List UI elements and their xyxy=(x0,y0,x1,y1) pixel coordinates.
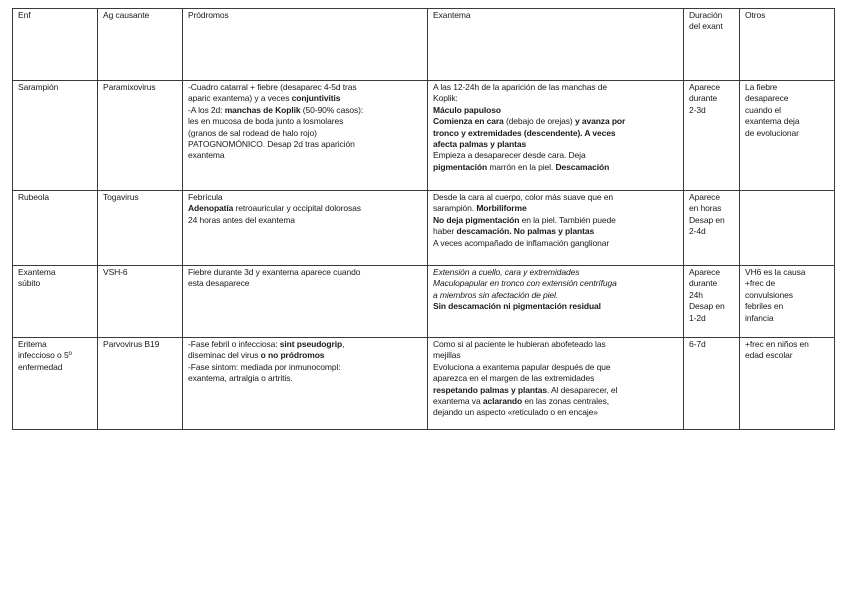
cell-line xyxy=(433,290,679,301)
bold-text: aclarando xyxy=(482,396,523,407)
text-segment: PATOGNOMÓNICO. Desap 2d tras aparición xyxy=(188,139,355,150)
cell-line xyxy=(433,215,679,226)
cell-line xyxy=(433,139,679,150)
text-segment: dejando un aspecto «reticulado o en encaje» xyxy=(433,407,598,418)
text-segment: en la piel. También puede xyxy=(519,214,616,225)
cell-line xyxy=(188,116,423,127)
header-duracion xyxy=(684,9,740,81)
text-segment: sarampión. xyxy=(433,203,477,214)
table-row xyxy=(13,81,835,191)
text-segment: -Cuadro catarral + fiebre (desaparec 4-5d tras xyxy=(188,82,357,92)
cell-line: Togavirus xyxy=(103,192,139,202)
cell-line xyxy=(433,362,679,373)
table-row xyxy=(13,266,835,338)
text-segment: Desde la cara al cuerpo, color más suave que en xyxy=(433,192,614,202)
cell-exantema xyxy=(428,266,684,338)
bold-text: Adenopatía xyxy=(188,203,234,214)
cell-line xyxy=(188,339,423,350)
cell-line xyxy=(188,362,423,373)
cell-line: infancia xyxy=(745,312,774,323)
cell-prodromos xyxy=(183,266,428,338)
bold-text: Morbiliforme xyxy=(476,203,527,214)
text-segment: Evoluciona a exantema papular después de que xyxy=(433,361,611,372)
cell-line: exantema deja xyxy=(745,116,800,127)
italic-text: a miembros sin afectación de piel. xyxy=(433,289,559,300)
cell-line xyxy=(188,215,423,226)
cell-line: durante xyxy=(689,93,718,104)
header-ag-text: Ag causante xyxy=(103,10,150,20)
cell-line: en horas xyxy=(689,203,722,214)
cell-otros xyxy=(740,81,835,191)
text-segment: exantema, artralgia o artritis. xyxy=(188,373,293,384)
cell-line: Aparece xyxy=(689,82,720,92)
text-segment: en las zonas centrales, xyxy=(522,396,610,407)
bold-text: pigmentación xyxy=(433,161,488,172)
text-segment: A las 12-24h de la aparición de las manchas de xyxy=(433,82,608,92)
cell-line xyxy=(188,105,423,116)
cell-line xyxy=(433,150,679,161)
cell-line: cuando el xyxy=(745,104,781,115)
cell-line xyxy=(433,267,679,278)
cell-enf xyxy=(13,266,98,338)
cell-line: +frec de xyxy=(745,278,776,289)
cell-line: Parvovirus B19 xyxy=(103,339,160,349)
cell-enf xyxy=(13,191,98,266)
cell-line: Aparece xyxy=(689,267,720,277)
cell-line: Eritema xyxy=(18,339,47,349)
text-segment: A veces acompañado de inflamación ganglionar xyxy=(433,237,610,248)
cell-line: infeccioso o 5º xyxy=(18,350,72,361)
cell-line: Exantema xyxy=(18,267,56,277)
header-duracion-text-2: del exant xyxy=(689,21,723,32)
cell-line: desaparece xyxy=(745,93,789,104)
cell-line: 6-7d xyxy=(689,339,706,349)
cell-line xyxy=(433,128,679,139)
cell-ag xyxy=(98,338,183,430)
header-enf-text: Enf xyxy=(18,10,31,20)
text-segment: exantema xyxy=(188,150,225,161)
text-segment: mejillas xyxy=(433,350,461,361)
bold-text: y avanza por xyxy=(574,116,626,127)
cell-line xyxy=(433,385,679,396)
cell-line: VSH-6 xyxy=(103,267,128,277)
cell-exantema xyxy=(428,81,684,191)
cell-line xyxy=(433,82,679,93)
cell-line: +frec en niños en xyxy=(745,339,809,349)
text-segment: Febrícula xyxy=(188,192,223,202)
cell-line xyxy=(433,203,679,214)
cell-duracion xyxy=(684,191,740,266)
cell-duracion xyxy=(684,81,740,191)
bold-text: No deja pigmentación xyxy=(433,214,520,225)
cell-otros xyxy=(740,266,835,338)
bold-text: afecta palmas y plantas xyxy=(433,139,527,150)
bold-text: descamación. No palmas y plantas xyxy=(456,226,595,237)
bold-text: Máculo papuloso xyxy=(433,104,501,115)
cell-line xyxy=(188,278,423,289)
italic-text: Maculopapular en tronco con extensión centrífuga xyxy=(433,278,617,289)
cell-line xyxy=(188,128,423,139)
header-otros xyxy=(740,9,835,81)
cell-line: de evolucionar xyxy=(745,127,799,138)
text-segment: , xyxy=(342,339,345,349)
text-segment: retroauricular y occipital dolorosas xyxy=(233,203,361,214)
cell-line: 24h xyxy=(689,289,703,300)
cell-line: febriles en xyxy=(745,301,784,312)
cell-line xyxy=(433,162,679,173)
text-segment: Como si al paciente le hubieran abofeteado las xyxy=(433,339,606,349)
cell-line xyxy=(433,407,679,418)
cell-line xyxy=(433,105,679,116)
header-prodromos xyxy=(183,9,428,81)
header-exantema xyxy=(428,9,684,81)
cell-line xyxy=(433,350,679,361)
cell-line: La fiebre xyxy=(745,82,778,92)
cell-prodromos xyxy=(183,81,428,191)
cell-line xyxy=(433,278,679,289)
text-segment: haber xyxy=(433,226,457,237)
cell-enf xyxy=(13,338,98,430)
cell-line xyxy=(433,192,679,203)
cell-line: 2-3d xyxy=(689,104,706,115)
text-segment: les en mucosa de boda junto a losmolares xyxy=(188,116,344,127)
cell-line xyxy=(433,396,679,407)
cell-line: 1-2d xyxy=(689,312,706,323)
text-segment: marrón en la piel. xyxy=(487,161,556,172)
cell-line: Sarampión xyxy=(18,82,59,92)
cell-line: convulsiones xyxy=(745,289,793,300)
header-duracion-text-1: Duración xyxy=(689,10,723,20)
cell-ag xyxy=(98,191,183,266)
cell-prodromos xyxy=(183,191,428,266)
text-segment: 24 horas antes del exantema xyxy=(188,214,295,225)
table-row xyxy=(13,191,835,266)
cell-line xyxy=(433,226,679,237)
bold-text: Descamación xyxy=(555,161,610,172)
cell-line: enfermedad xyxy=(18,361,63,372)
text-segment: exantema va xyxy=(433,396,483,407)
header-exantema-text: Exantema xyxy=(433,10,471,20)
text-segment: Empieza a desaparecer desde cara. Deja xyxy=(433,150,586,161)
cell-line xyxy=(188,350,423,361)
cell-enf xyxy=(13,81,98,191)
text-segment: esta desaparece xyxy=(188,278,250,289)
cell-exantema xyxy=(428,338,684,430)
cell-line: Rubeola xyxy=(18,192,49,202)
cell-line: Desap en xyxy=(689,214,725,225)
cell-duracion xyxy=(684,266,740,338)
cell-line xyxy=(188,150,423,161)
cell-otros xyxy=(740,191,835,266)
text-segment: Koplik: xyxy=(433,93,458,104)
text-segment: diseminac del virus xyxy=(188,350,261,361)
cell-line: Paramixovirus xyxy=(103,82,156,92)
cell-line xyxy=(188,93,423,104)
bold-text: Sin descamación ni pigmentación residual xyxy=(433,301,601,312)
bold-text: o no pródromos xyxy=(260,350,325,361)
header-row xyxy=(13,9,835,81)
cell-exantema xyxy=(428,191,684,266)
cell-line: Desap en xyxy=(689,301,725,312)
bold-text: tronco y extremidades (descendente). A veces xyxy=(433,127,616,138)
cell-line: durante xyxy=(689,278,718,289)
cell-ag xyxy=(98,81,183,191)
bold-text: sint pseudogrip xyxy=(279,339,343,349)
bold-text: respetando palmas y plantas xyxy=(433,384,547,395)
cell-line xyxy=(188,203,423,214)
text-segment: -Fase febril o infecciosa: xyxy=(188,339,280,349)
cell-line: súbito xyxy=(18,278,41,289)
cell-line xyxy=(433,373,679,384)
cell-otros xyxy=(740,338,835,430)
cell-line: Aparece xyxy=(689,192,720,202)
cell-line xyxy=(433,93,679,104)
italic-text: Extensión a cuello, cara y extremidades xyxy=(433,267,580,277)
table-row xyxy=(13,338,835,430)
bold-text: conjuntivitis xyxy=(291,93,341,104)
header-prodromos-text: Pródromos xyxy=(188,10,229,20)
text-segment: Fiebre durante 3d y exantema aparece cuando xyxy=(188,267,361,277)
text-segment: -Fase sintom: mediada por inmunocompl: xyxy=(188,361,341,372)
text-segment: . Al desaparecer, el xyxy=(546,384,618,395)
cell-line xyxy=(433,116,679,127)
cell-line: VH6 es la causa xyxy=(745,267,806,277)
cell-line xyxy=(433,339,679,350)
text-segment: (debajo de orejas) xyxy=(503,116,575,127)
cell-ag xyxy=(98,266,183,338)
bold-text: Comienza en cara xyxy=(433,116,504,127)
header-ag xyxy=(98,9,183,81)
cell-line xyxy=(188,139,423,150)
text-segment: aparezca en el margen de las extremidades xyxy=(433,373,595,384)
bold-text: manchas de Koplik xyxy=(224,104,301,115)
text-segment: (granos de sal rodead de halo rojo) xyxy=(188,127,317,138)
text-segment: aparic exantema) y a veces xyxy=(188,93,292,104)
cell-line xyxy=(433,238,679,249)
header-otros-text: Otros xyxy=(745,10,766,20)
cell-line: 2-4d xyxy=(689,226,706,237)
cell-line: edad escolar xyxy=(745,350,793,361)
cell-line xyxy=(188,82,423,93)
text-segment: (50-90% casos): xyxy=(300,104,364,115)
cell-line xyxy=(433,301,679,312)
text-segment: -A los 2d: xyxy=(188,104,225,115)
header-enf xyxy=(13,9,98,81)
exantemas-table xyxy=(12,8,835,430)
cell-line xyxy=(188,192,423,203)
cell-line xyxy=(188,267,423,278)
cell-line xyxy=(188,373,423,384)
cell-prodromos xyxy=(183,338,428,430)
cell-duracion xyxy=(684,338,740,430)
